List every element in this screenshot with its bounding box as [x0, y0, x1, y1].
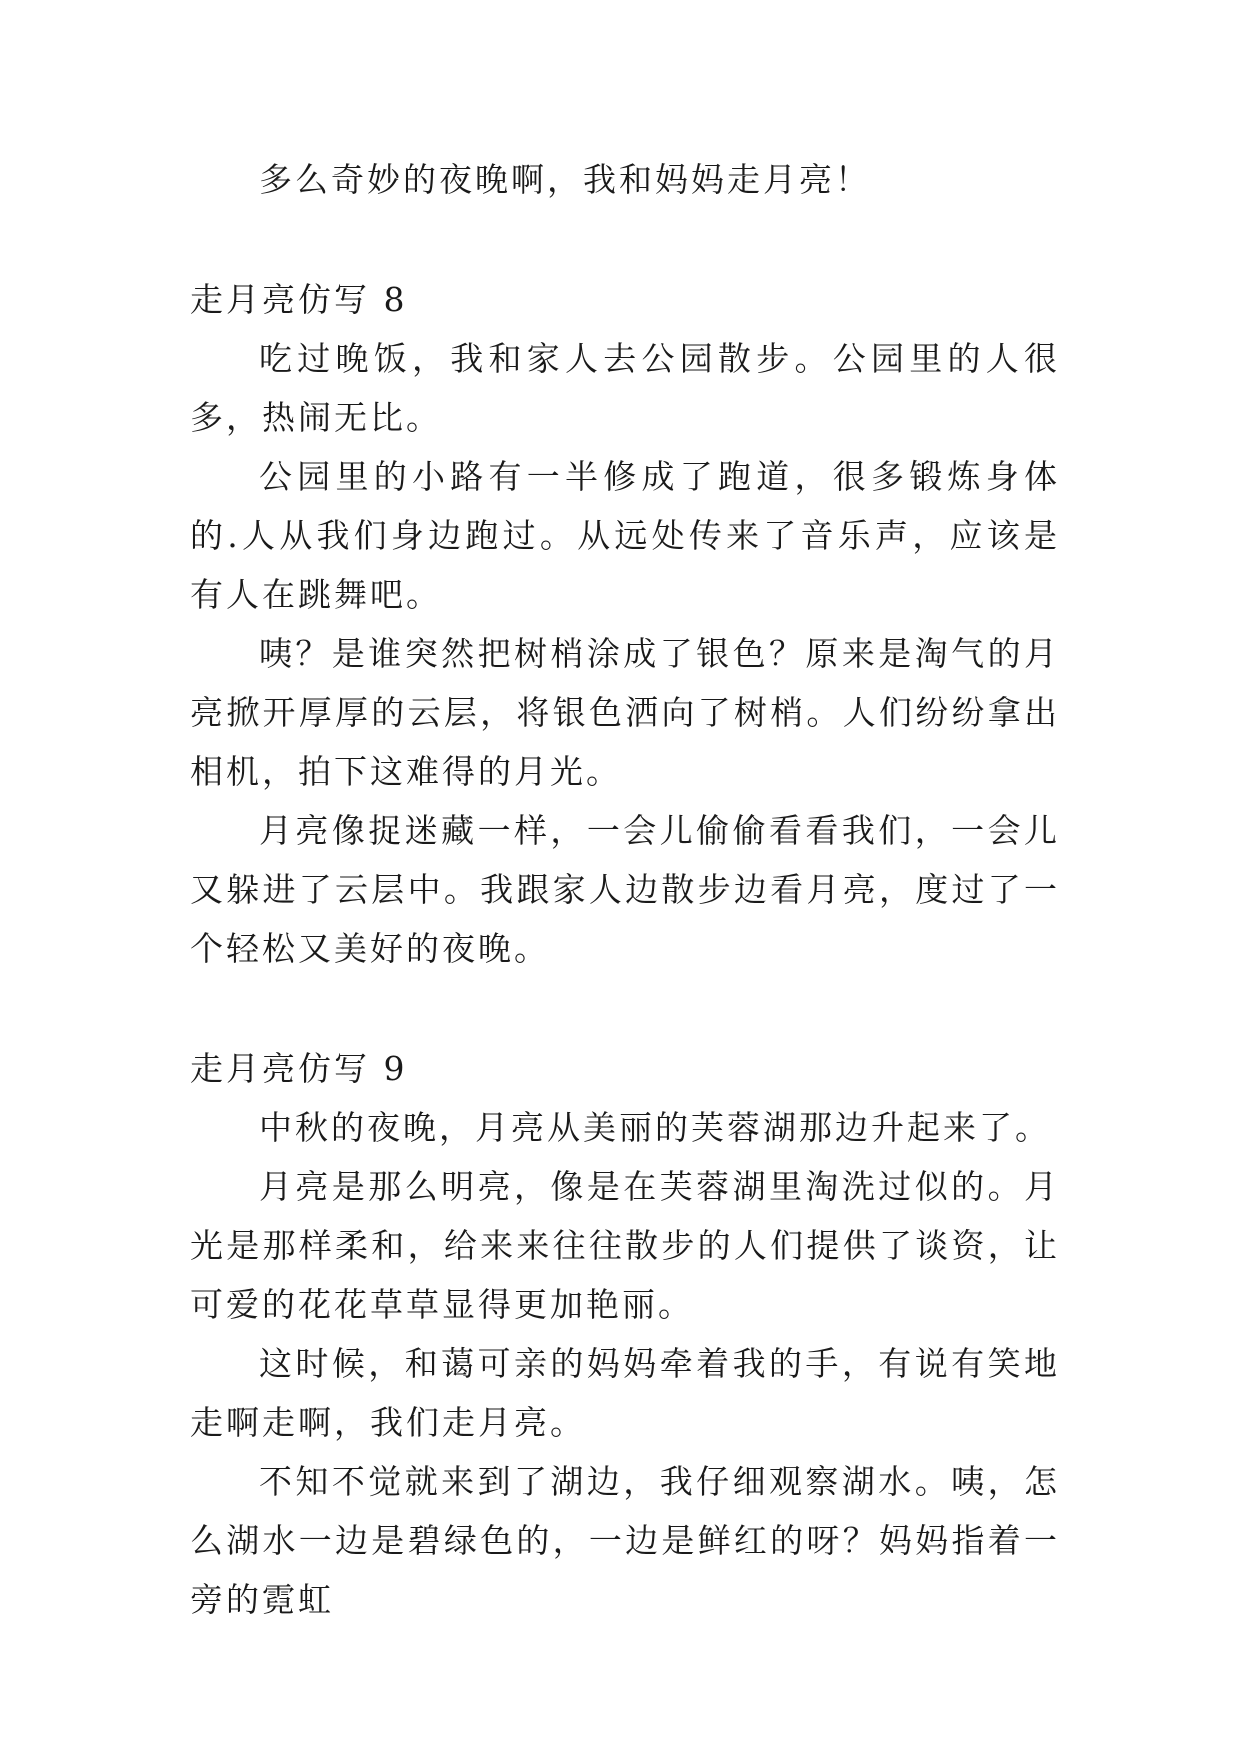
section-9-paragraph-4: 不知不觉就来到了湖边，我仔细观察湖水。咦，怎么湖水一边是碧绿色的，一边是鲜红的呀？妈妈指着一旁的霓虹	[190, 1462, 1060, 1619]
document-body	[190, 150, 1060, 1629]
section-9	[190, 1039, 1060, 1629]
section-8-paragraph-2: 公园里的小路有一半修成了跑道，很多锻炼身体的.人从我们身边跑过。从远处传来了音乐声，应该是有人在跳舞吧。	[190, 457, 1060, 614]
section-8-paragraph-3: 咦？是谁突然把树梢涂成了银色？原来是淘气的月亮掀开厚厚的云层，将银色洒向了树梢。人们纷纷拿出相机，拍下这难得的月光。	[190, 634, 1060, 791]
section-9-paragraph-1: 中秋的夜晚，月亮从美丽的芙蓉湖那边升起来了。	[259, 1108, 1051, 1147]
intro-closing-paragraph: 多么奇妙的夜晚啊，我和妈妈走月亮！	[259, 160, 871, 199]
section-8-title: 走月亮仿写 8	[190, 280, 408, 319]
section-8-paragraph-4: 月亮像捉迷藏一样，一会儿偷偷看看我们，一会儿又躲进了云层中。我跟家人边散步边看月亮，度过了一个轻松又美好的夜晚。	[190, 811, 1060, 968]
section-gap	[190, 978, 1060, 1039]
section-9-title: 走月亮仿写 9	[190, 1049, 408, 1088]
section-9-paragraph-3: 这时候，和蔼可亲的妈妈牵着我的手，有说有笑地走啊走啊，我们走月亮。	[190, 1344, 1060, 1442]
section-9-paragraph-2: 月亮是那么明亮，像是在芙蓉湖里淘洗过似的。月光是那样柔和，给来来往往散步的人们提供了谈资，让可爱的花花草草显得更加艳丽。	[190, 1167, 1060, 1324]
section-8-paragraph-1: 吃过晚饭，我和家人去公园散步。公园里的人很多，热闹无比。	[190, 339, 1060, 437]
section-gap	[190, 209, 1060, 270]
section-8	[190, 270, 1060, 978]
